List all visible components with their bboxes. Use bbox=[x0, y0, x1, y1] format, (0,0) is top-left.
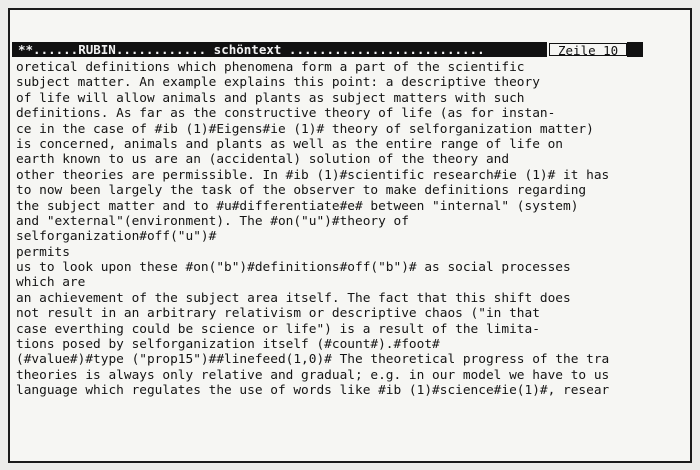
text-line[interactable]: and "external"(environment). The #on("u")#theory of bbox=[16, 213, 409, 229]
text-line[interactable]: ce in the case of #ib (1)#Eigens#ie (1)# theory of selforganization matter) bbox=[16, 121, 594, 137]
text-line[interactable]: the subject matter and to #u#differentiate#e# between "internal" (system) bbox=[16, 198, 579, 214]
text-line[interactable]: theories is always only relative and gradual; e.g. in our model we have to us bbox=[16, 367, 610, 383]
text-line[interactable]: oretical definitions which phenomena form a part of the scientific bbox=[16, 60, 525, 75]
line-indicator: Zeile 10 bbox=[549, 43, 627, 56]
text-line[interactable]: permits bbox=[16, 244, 70, 260]
text-line[interactable]: tions posed by selforganization itself (#count#).#foot# bbox=[16, 337, 440, 353]
status-bar-title: **......RUBIN............ schöntext .......................... bbox=[12, 42, 547, 57]
text-line[interactable]: an achievement of the subject area itself. The fact that this shift does bbox=[16, 290, 571, 306]
text-line[interactable]: subject matter. An example explains this point: a descriptive theory bbox=[16, 75, 540, 91]
text-line[interactable]: is concerned, animals and plants as well as the entire range of life on bbox=[16, 136, 564, 152]
text-line[interactable]: not result in an arbitrary relativism or descriptive chaos ("in that bbox=[16, 306, 540, 322]
text-line[interactable]: us to look upon these #on("b")#definitions#off("b")# as social processes bbox=[16, 260, 571, 276]
text-line[interactable]: which are bbox=[16, 275, 86, 291]
text-line[interactable]: definitions. As far as the constructive theory of life (as for instan- bbox=[16, 106, 556, 122]
text-line[interactable]: case everthing could be science or life") is a result of the limita- bbox=[16, 321, 540, 337]
text-editor[interactable] bbox=[16, 60, 676, 435]
text-line[interactable]: to now been largely the task of the observer to make definitions regarding bbox=[16, 183, 587, 199]
text-line[interactable]: other theories are permissible. In #ib (1)#scientific research#ie (1)# it has bbox=[16, 167, 610, 183]
text-line[interactable]: (#value#)#type ("prop15")##linefeed(1,0)# The theoretical progress of the tra bbox=[16, 352, 610, 368]
status-bar bbox=[12, 42, 660, 57]
text-line[interactable]: earth known to us are an (accidental) solution of the theory and bbox=[16, 152, 510, 168]
text-line[interactable]: of life will allow animals and plants as subject matters with such bbox=[16, 90, 525, 106]
text-line[interactable]: language which regulates the use of words like #ib (1)#science#ie(1)#, resear bbox=[16, 383, 610, 399]
cursor-block bbox=[627, 42, 643, 57]
text-line[interactable]: selforganization#off("u")# bbox=[16, 229, 217, 245]
